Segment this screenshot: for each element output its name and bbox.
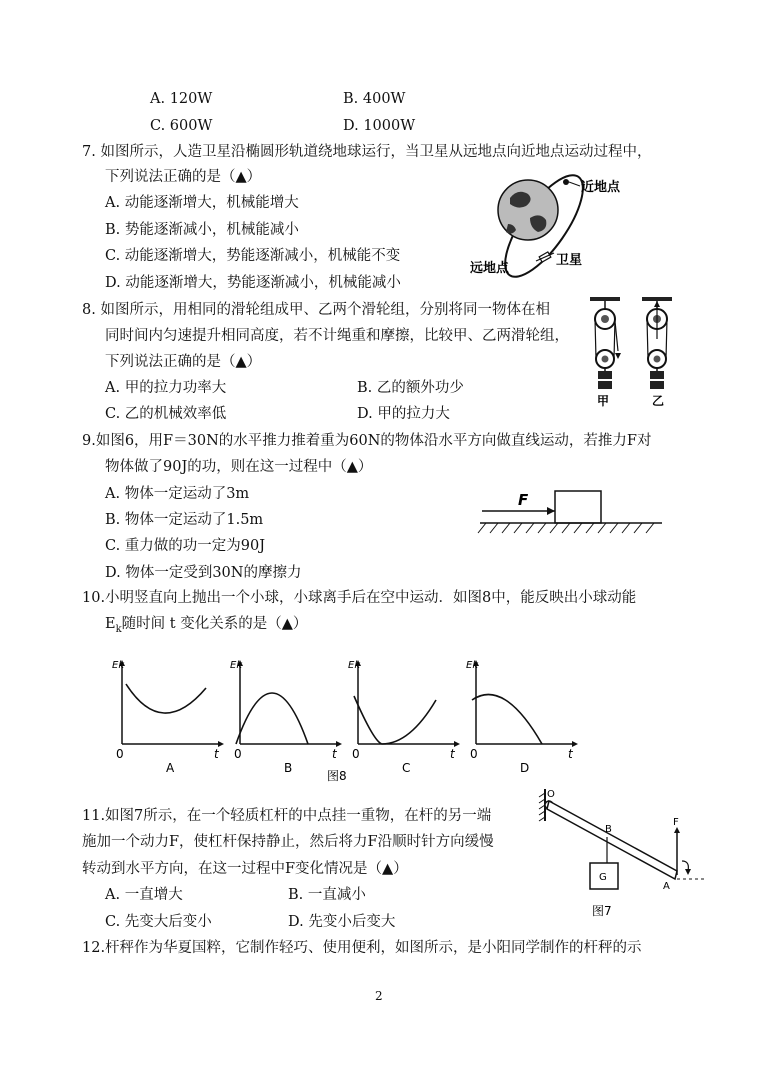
q10-stem-line1: 10.小明竖直向上抛出一个小球，小球离手后在空中运动．如图8中，能反映出小球动能	[82, 590, 637, 606]
ek-symbol: E	[105, 616, 116, 632]
force-label: F	[518, 491, 529, 509]
q9-option-a: A. 物体一定运动了3m	[105, 486, 250, 502]
q9-option-d: D. 物体一定受到30N的摩擦力	[105, 565, 302, 581]
q7-option-a: A. 动能逐渐增大，机械能增大	[105, 195, 299, 211]
x-axis-label: t	[332, 747, 337, 761]
q6-option-d: D. 1000W	[343, 118, 416, 134]
q11-option-a: A. 一直增大	[105, 887, 183, 903]
y-axis-label: Ek	[112, 660, 125, 671]
perigee-dot	[563, 179, 569, 185]
q8-stem-line2: 同时间内匀速提升相同高度，若不计绳重和摩擦，比较甲、乙两滑轮组，	[105, 328, 569, 344]
q11-stem-line1: 11.如图7所示，在一个轻质杠杆的中点挂一重物，在杆的另一端	[82, 808, 492, 824]
q11-stem-line2: 施加一个动力F，使杠杆保持静止，然后将力F沿顺时针方向缓慢	[82, 834, 494, 850]
q8-stem-line3: 下列说法正确的是（▲）	[105, 354, 262, 370]
q11-option-d: D. 先变小后变大	[288, 914, 396, 930]
q6-option-b: B. 400W	[343, 91, 406, 107]
pivot-label: O	[547, 789, 555, 800]
x-axis-label: t	[450, 747, 455, 761]
q7-stem-line1: 7. 如图所示，人造卫星沿椭圆形轨道绕地球运行，当卫星从远地点向近地点运动过程中，	[82, 144, 652, 160]
graph-option-label: D	[520, 761, 530, 775]
block	[555, 491, 601, 523]
q6-option-a: A. 120W	[150, 91, 213, 107]
graph-d	[466, 660, 578, 775]
graph-option-label: B	[284, 761, 293, 775]
x-axis-arrow	[336, 741, 342, 747]
x-axis-arrow	[572, 741, 578, 747]
q7-option-b: B. 势能逐渐减小，机械能减小	[105, 222, 299, 238]
q6-option-c: C. 600W	[150, 118, 213, 134]
figure7-caption: 图7	[592, 904, 612, 918]
y-axis-label: Ek	[348, 660, 361, 671]
q8-option-d: D. 甲的拉力大	[357, 406, 450, 422]
q7-option-c: C. 动能逐渐增大，势能逐渐减小，机械能不变	[105, 248, 401, 264]
q11-option-b: B. 一直减小	[288, 887, 366, 903]
perigee-pointer	[569, 182, 580, 186]
apogee-label: 远地点	[470, 261, 510, 276]
pulley-systems-figure	[582, 295, 682, 415]
q10-stem-line2	[105, 614, 307, 640]
q11-stem-line3: 转动到水平方向，在这一过程中F变化情况是（▲）	[82, 861, 408, 877]
origin-label: 0	[352, 747, 360, 761]
yi-label: 乙	[652, 394, 665, 408]
q7-option-d: D. 动能逐渐增大，势能逐渐减小，机械能减小	[105, 275, 401, 291]
ek-curve	[126, 684, 206, 713]
graph-a	[112, 660, 224, 775]
lever-figure	[535, 785, 710, 925]
q10-stem-line2-text: 随时间 t 变化关系的是（▲）	[121, 616, 308, 632]
graph-option-label: A	[166, 761, 175, 775]
point-a-label: A	[663, 881, 670, 892]
graph-option-label: C	[402, 761, 411, 775]
q11-option-c: C. 先变大后变小	[105, 914, 212, 930]
q9-option-c: C. 重力做的功一定为90J	[105, 538, 266, 554]
weight-label: G	[599, 872, 607, 883]
x-axis-label: t	[214, 747, 219, 761]
q8-option-c: C. 乙的机械效率低	[105, 406, 227, 422]
q9-option-b: B. 物体一定运动了1.5m	[105, 512, 264, 528]
q12-stem-line1: 12.杆秤作为华夏国粹，它制作轻巧、使用便利，如图所示，是小阳同学制作的杆秤的示	[82, 940, 642, 956]
pulley-system-jia	[590, 297, 621, 408]
x-axis-arrow	[218, 741, 224, 747]
q9-stem-line2: 物体做了90J的功，则在这一过程中（▲）	[105, 459, 373, 475]
point-b-label: B	[605, 824, 612, 835]
pulley-system-yi	[642, 297, 672, 408]
ek-curve	[472, 695, 542, 745]
ground-hatch	[478, 523, 654, 533]
perigee-label: 近地点	[581, 180, 621, 195]
page-number: 2	[375, 989, 383, 1003]
q8-option-b: B. 乙的额外功少	[357, 380, 464, 396]
push-block-figure	[476, 485, 666, 541]
q8-stem-line1: 8. 如图所示，用相同的滑轮组成甲、乙两个滑轮组，分别将同一物体在相	[82, 302, 550, 318]
ek-curve	[236, 693, 308, 744]
graph-b	[230, 660, 342, 775]
y-axis-label: Ek	[230, 660, 243, 671]
graph-c	[348, 660, 460, 775]
ek-curve	[354, 696, 436, 744]
x-axis-label: t	[568, 747, 573, 761]
satellite-label: 卫星	[556, 253, 583, 268]
y-axis-label: Ek	[466, 660, 479, 671]
figure8-caption: 图8	[327, 769, 347, 783]
origin-label: 0	[234, 747, 242, 761]
q7-stem-line2: 下列说法正确的是（▲）	[105, 169, 262, 185]
q8-option-a: A. 甲的拉力功率大	[105, 380, 227, 396]
energy-graphs-figure	[110, 652, 573, 790]
x-axis-arrow	[454, 741, 460, 747]
origin-label: 0	[116, 747, 124, 761]
origin-label: 0	[470, 747, 478, 761]
satellite-orbit-figure	[468, 168, 621, 286]
q9-stem-line1: 9.如图6，用F＝30N的水平推力推着重为60N的物体沿水平方向做直线运动，若推力F对	[82, 433, 652, 449]
jia-label: 甲	[597, 394, 610, 408]
ek-subscript: k	[115, 623, 122, 635]
force-f-label: F	[673, 817, 679, 828]
